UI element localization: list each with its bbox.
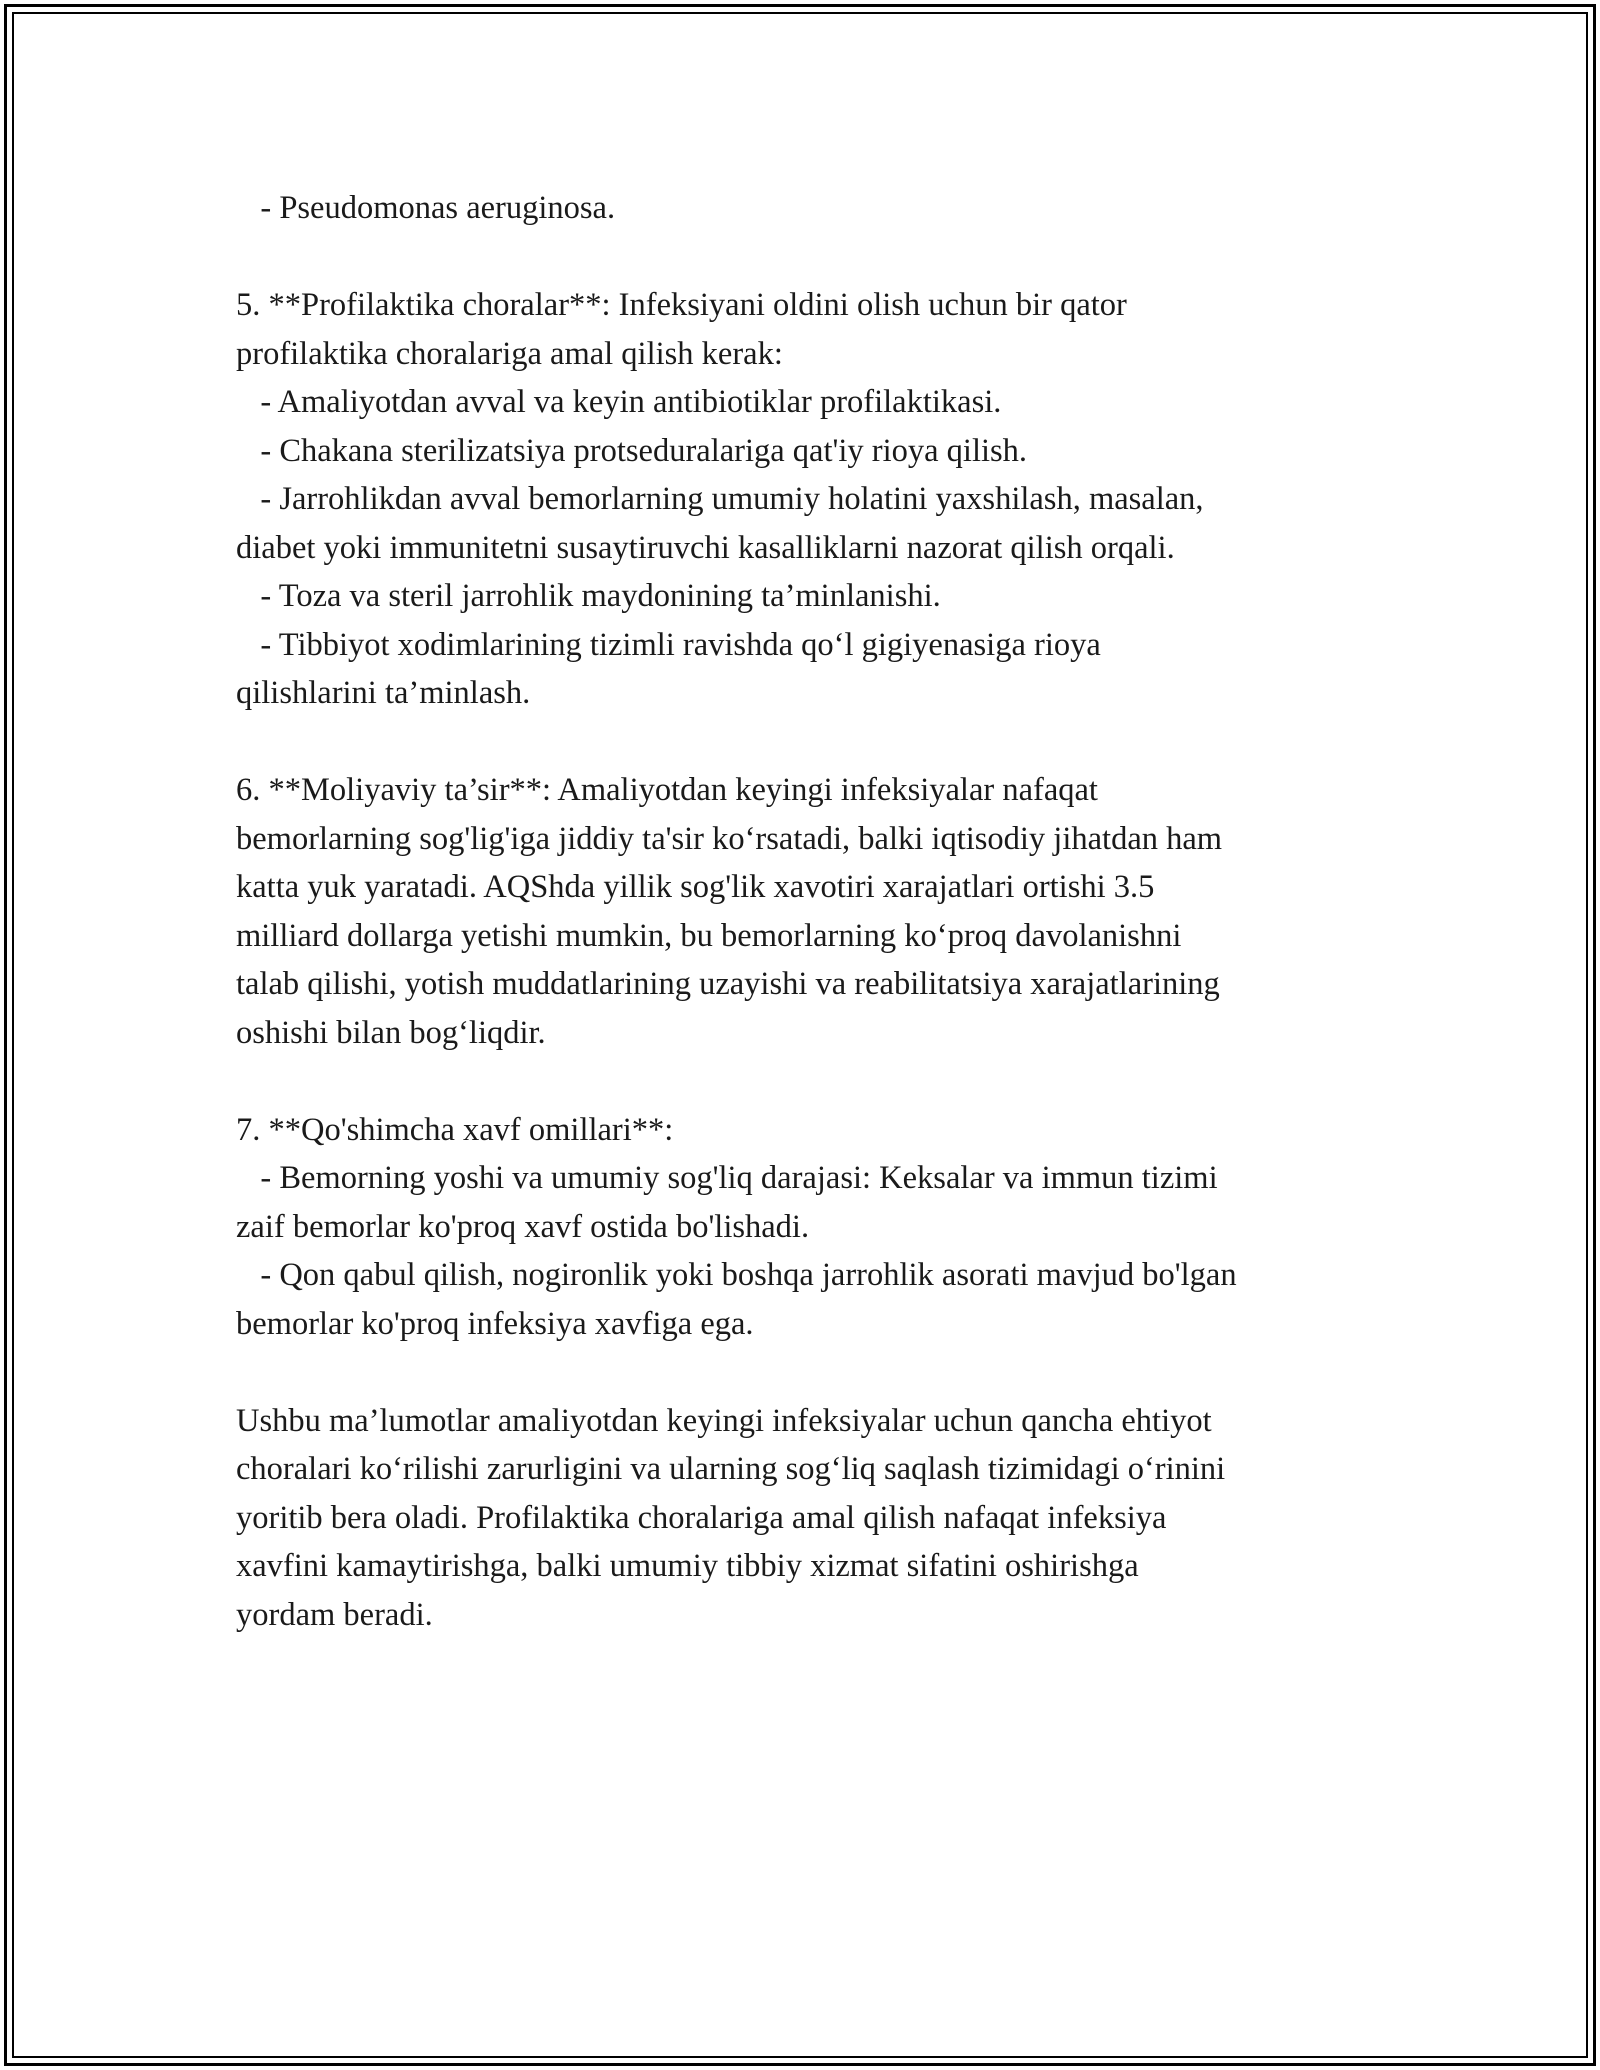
text-line: diabet yoki immunitetni susaytiruvchi kasalliklarni nazorat qilish orqali. (236, 529, 1175, 566)
list-item-line: - Toza va steril jarrohlik maydonining ta’minlanishi. (236, 578, 941, 614)
conclusion-line: yoritib bera oladi. Profilaktika choralariga amal qilish nafaqat infeksiya (236, 1499, 1167, 1536)
text-line: qilishlarini ta’minlash. (236, 675, 531, 711)
text-line: - Pseudomonas aeruginosa. (236, 190, 616, 226)
text-line: talab qilishi, yotish muddatlarining uzayishi va reabilitatsiya xarajatlarining (236, 966, 1220, 1002)
text-line: bemorlar ko'proq infeksiya xavfiga ega. (236, 1305, 754, 1342)
blank-line (236, 233, 1376, 282)
list-item-line: - Bemorning yoshi va umumiy sog'liq darajasi: Keksalar va immun tizimi (236, 1160, 1218, 1196)
text-line: oshishi bilan bog‘liqdir. (236, 1014, 546, 1051)
blank-line (236, 1348, 1376, 1397)
section-6-heading-line: 6. **Moliyaviy ta’sir**: Amaliyotdan keyingi infeksiyalar nafaqat (236, 772, 1098, 808)
conclusion-line: Ushbu ma’lumotlar amaliyotdan keyingi infeksiyalar uchun qancha ehtiyot (236, 1402, 1212, 1439)
text-line: profilaktika choralariga amal qilish kerak: (236, 335, 783, 372)
text-line: katta yuk yaratadi. AQShda yillik sog'lik xavotiri xarajatlari ortishi 3.5 (236, 869, 1155, 905)
blank-line (236, 718, 1376, 767)
list-item-line: - Jarrohlikdan avval bemorlarning umumiy holatini yaxshilash, masalan, (236, 481, 1204, 517)
conclusion-line: choralari ko‘rilishi zarurligini va ularning sog‘liq saqlash tizimidagi o‘rinini (236, 1451, 1226, 1487)
text-line: milliard dollarga yetishi mumkin, bu bemorlarning ko‘proq davolanishni (236, 917, 1182, 954)
list-item-line: - Amaliyotdan avval va keyin antibiotiklar profilaktikasi. (236, 384, 1002, 420)
conclusion-line: yordam beradi. (236, 1596, 433, 1633)
text-line: zaif bemorlar ko'proq xavf ostida bo'lishadi. (236, 1208, 810, 1245)
conclusion-line: xavfini kamaytirishga, balki umumiy tibbiy xizmat sifatini oshirishga (236, 1548, 1139, 1584)
section-7-heading-line: 7. **Qo'shimcha xavf omillari**: (236, 1111, 674, 1148)
list-item-line: - Chakana sterilizatsiya protseduralariga qat'iy rioya qilish. (236, 432, 1028, 469)
text-line: bemorlarning sog'lig'iga jiddiy ta'sir ko‘rsatadi, balki iqtisodiy jihatdan ham (236, 820, 1223, 857)
blank-line (236, 1057, 1376, 1106)
document-body (236, 184, 1376, 1639)
list-item-line: - Qon qabul qilish, nogironlik yoki boshqa jarrohlik asorati mavjud bo'lgan (236, 1257, 1237, 1293)
section-5-heading-line: 5. **Profilaktika choralar**: Infeksiyani oldini olish uchun bir qator (236, 287, 1127, 323)
list-item-line: - Tibbiyot xodimlarining tizimli ravishda qo‘l gigiyenasiga rioya (236, 626, 1101, 663)
